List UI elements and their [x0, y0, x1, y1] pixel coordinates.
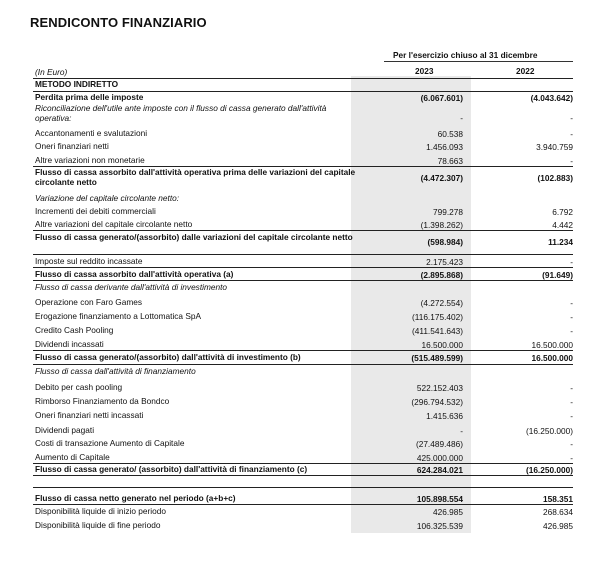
row-divider: [33, 230, 573, 231]
value-2022: -: [570, 411, 573, 421]
value-2022: (16.250.000): [525, 465, 573, 475]
period-header: Per l'esercizio chiuso al 31 dicembre: [393, 50, 538, 60]
unit-label: (In Euro): [35, 67, 68, 77]
row-label: METODO INDIRETTO: [35, 79, 119, 89]
row-label: Disponibilità liquide di inizio periodo: [35, 506, 166, 516]
row-label: Oneri finanziari netti incassati: [35, 410, 144, 420]
value-2023: 105.898.554: [416, 494, 463, 504]
row-label: Dividendi incassati: [35, 339, 104, 349]
value-2023: (515.489.599): [411, 353, 463, 363]
row-label: Accantonamenti e svalutazioni: [35, 128, 148, 138]
value-2023: (27.489.486): [415, 439, 463, 449]
value-2022: -: [570, 129, 573, 139]
column-header-2023: 2023: [415, 66, 434, 76]
value-2023: 624.284.021: [416, 465, 463, 475]
value-2022: -: [570, 312, 573, 322]
value-2023: (4.472.307): [420, 173, 463, 183]
value-2022: -: [570, 298, 573, 308]
row-label: Disponibilità liquide di fine periodo: [35, 520, 161, 530]
row-label: Oneri finanziari netti: [35, 141, 109, 151]
row-label: Flusso di cassa assorbito dall'attività operativa (a): [35, 269, 234, 279]
value-2023: 78.663: [437, 156, 463, 166]
value-2022: -: [570, 439, 573, 449]
row-label: Flusso di cassa generato/(assorbito) dall'attività di investimento (b): [35, 352, 301, 362]
value-2023: (411.541.643): [411, 326, 463, 336]
value-2022: 268.634: [543, 507, 573, 517]
value-2022: 426.985: [543, 521, 573, 531]
row-label: Flusso di cassa dall'attività di finanziamento: [35, 366, 196, 376]
value-2023: 425.000.000: [416, 453, 463, 463]
value-2022: (4.043.642): [530, 93, 573, 103]
value-2023: 1.415.636: [426, 411, 463, 421]
value-2023: 60.538: [437, 129, 463, 139]
value-2023: (116.175.402): [411, 312, 463, 322]
row-label: Incrementi dei debiti commerciali: [35, 206, 156, 216]
row-label: Imposte sul reddito incassate: [35, 256, 143, 266]
value-2023: 522.152.403: [416, 383, 463, 393]
value-2023: 106.325.539: [416, 521, 463, 531]
value-2022: -: [570, 257, 573, 267]
value-2022: 158.351: [543, 494, 573, 504]
value-2023: 799.278: [433, 207, 463, 217]
value-2022: (16.250.000): [525, 426, 573, 436]
value-2023: (6.067.601): [420, 93, 463, 103]
value-2023: 426.985: [433, 507, 463, 517]
value-2022: -: [570, 326, 573, 336]
value-2023: 2.175.423: [426, 257, 463, 267]
value-2023: (598.984): [427, 237, 463, 247]
row-label: Flusso di cassa assorbito dall'attività operativa prima delle variazioni del capitale circolante netto: [35, 167, 356, 187]
row-label: Dividendi pagati: [35, 425, 95, 435]
row-label: Credito Cash Pooling: [35, 325, 114, 335]
row-divider: [33, 504, 573, 505]
value-2022: 16.500.000: [531, 353, 573, 363]
value-2022: -: [570, 383, 573, 393]
row-label: Operazione con Faro Games: [35, 297, 142, 307]
row-label: Variazione del capitale circolante netto:: [35, 193, 180, 203]
row-divider: [33, 364, 573, 365]
row-label: Flusso di cassa generato/(assorbito) dalle variazioni del capitale circolante netto: [35, 232, 353, 242]
row-label: Flusso di cassa netto generato nel periodo (a+b+c): [35, 493, 236, 503]
value-2023: 1.456.093: [426, 142, 463, 152]
row-label: Flusso di cassa generato/ (assorbito) dall'attività di finanziamento (c): [35, 464, 308, 474]
header-divider: [384, 61, 573, 62]
row-divider: [33, 487, 573, 488]
row-divider: [33, 350, 573, 351]
value-2022: 6.792: [552, 207, 573, 217]
row-divider: [33, 267, 573, 268]
value-2022: 16.500.000: [531, 340, 573, 350]
value-2022: (102.883): [537, 173, 573, 183]
value-2023: -: [460, 426, 463, 436]
value-2023: (1.398.262): [420, 220, 463, 230]
row-label: Riconciliazione dell'utile ante imposte con il flusso di cassa generato dall'attività operativa:: [35, 103, 327, 123]
value-2023: (2.895.868): [420, 270, 463, 280]
value-2023: 16.500.000: [421, 340, 463, 350]
column-header-2022: 2022: [516, 66, 535, 76]
value-2023: -: [460, 113, 463, 123]
value-2022: -: [570, 113, 573, 123]
row-label: Aumento di Capitale: [35, 452, 110, 462]
row-divider: [33, 280, 573, 281]
row-divider: [33, 254, 573, 255]
row-label: Rimborso Finanziamento da Bondco: [35, 396, 170, 406]
row-label: Costi di transazione Aumento di Capitale: [35, 438, 185, 448]
value-2022: -: [570, 156, 573, 166]
value-2023: (4.272.554): [420, 298, 463, 308]
value-2022: (91.649): [542, 270, 573, 280]
value-2022: -: [570, 397, 573, 407]
value-2023: (296.794.532): [411, 397, 463, 407]
row-label: Perdita prima delle imposte: [35, 92, 144, 102]
row-label: Debito per cash pooling: [35, 382, 123, 392]
row-label: Altre variazioni non monetarie: [35, 155, 145, 165]
value-2022: -: [570, 453, 573, 463]
value-2022: 11.234: [548, 237, 573, 247]
row-label: Flusso di cassa derivante dall'attività di investimento: [35, 282, 228, 292]
value-2022: 4.442: [552, 220, 573, 230]
row-divider: [33, 475, 573, 476]
row-label: Erogazione finanziamento a Lottomatica SpA: [35, 311, 202, 321]
value-2022: 3.940.759: [536, 142, 573, 152]
row-label: Altre variazioni del capitale circolante netto: [35, 219, 193, 229]
page-title: RENDICONTO FINANZIARIO: [30, 15, 207, 30]
